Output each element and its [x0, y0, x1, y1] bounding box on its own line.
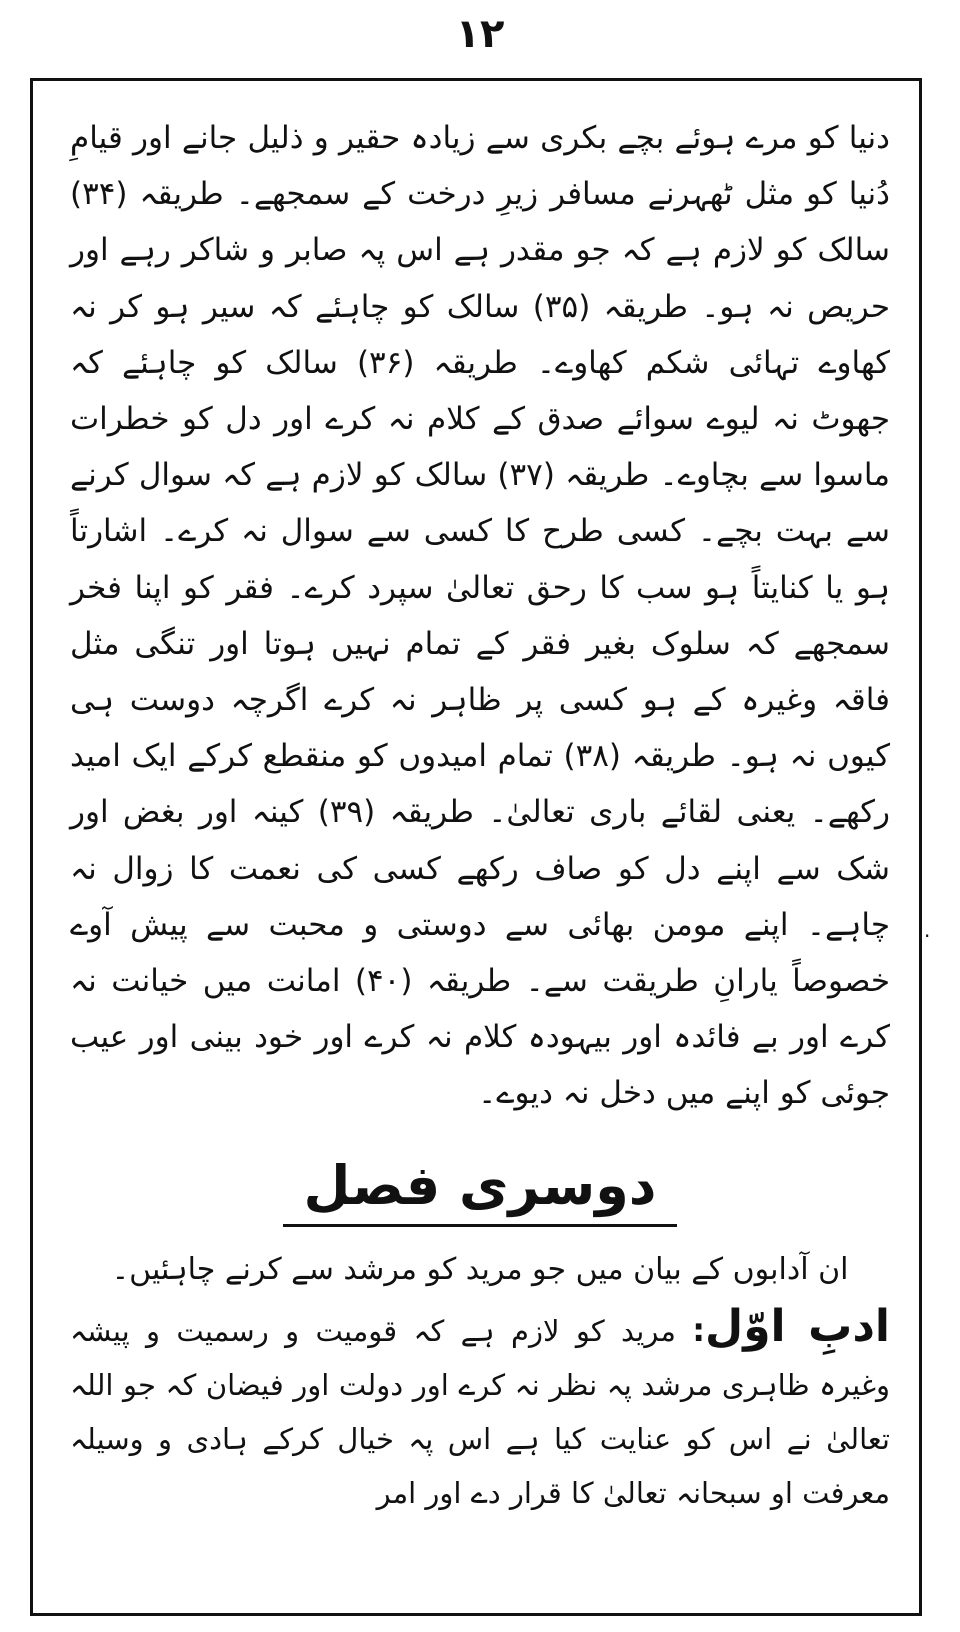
adab-colon: :: [692, 1311, 706, 1349]
body-paragraph: دنیا کو مرے ہوئے بچے بکری سے زیادہ حقیر و ذلیل جانے اور قیامِ دُنیا کو مثل ٹھہرنے مسافر زیرِ درخت کے سمجھے۔ طریقہ (۳۴) سالک کو لازم ہے کہ جو مقدر ہے اس پہ صابر و شاکر رہے اور حریص نہ ہو۔ طریقہ (۳۵) سالک کو چاہئے کہ سیر ہو کر نہ کھاوے تہائی شکم کھاوے۔ طریقہ (۳۶) سالک کو چاہئے کہ جھوٹ نہ لیوے سوائے صدق کے کلام نہ کرے اور دل کو خطرات ماسوا سے بچاوے۔ طریقہ (۳۷) سالک کو لازم ہے کہ سوال کرنے سے بہت بچے۔ کسی طرح کا کسی سے سوال نہ کرے۔ اشارتاً ہو یا کنایتاً ہو سب کا رحق تعالیٰ سپرد کرے۔ فقر کو اپنا فخر سمجھے کہ سلوک بغیر فقر کے تمام نہیں ہوتا اور تنگی مثل فاقہ وغیرہ کے ہو کسی پر ظاہر نہ کرے اگرچہ دوست ہی کیوں نہ ہو۔ طریقہ (۳۸) تمام امیدوں کو منقطع کرکے ایک امید رکھے۔ یعنی لقائے باری تعالیٰ۔ طریقہ (۳۹) کینہ اور بغض اور شک سے اپنے دل کو صاف رکھے کسی کی نعمت کا زوال نہ چاہے۔ اپنے مومن بھائی سے دوستی و محبت سے پیش آوے خصوصاً یارانِ طریقت سے۔ طریقہ (۴۰) امانت میں خیانت نہ کرے اور بے فائدہ اور بیہودہ کلام نہ کرے اور خود بینی اور عیب جوئی کو اپنے میں دخل نہ دیوے۔: [70, 120, 891, 1112]
section-intro: ان آدابوں کے بیان میں جو مرید کو مرشد سے کرنے چاہئیں۔: [111, 1252, 849, 1287]
adab-title: ادبِ اوّل: [705, 1301, 890, 1352]
adab-paragraph: [70, 1300, 890, 1520]
page-number: ۱۲: [455, 11, 505, 57]
section-heading-wrap: [0, 1150, 960, 1227]
adab-text: مرید کو لازم ہے کہ قومیت و رسمیت و پیشہ وغیرہ ظاہری مرشد پہ نظر نہ کرے اور دولت اور فیضان کہ جو اللہ تعالیٰ نے اس کو عنایت کیا ہے اس پہ خیال کرکے ہادی و وسیلہ معرفت او سبحانہ تعالیٰ کا قرار دے اور امر: [70, 1314, 890, 1510]
section-heading: دوسری فصل: [283, 1150, 676, 1227]
margin-mark: .: [924, 918, 931, 942]
